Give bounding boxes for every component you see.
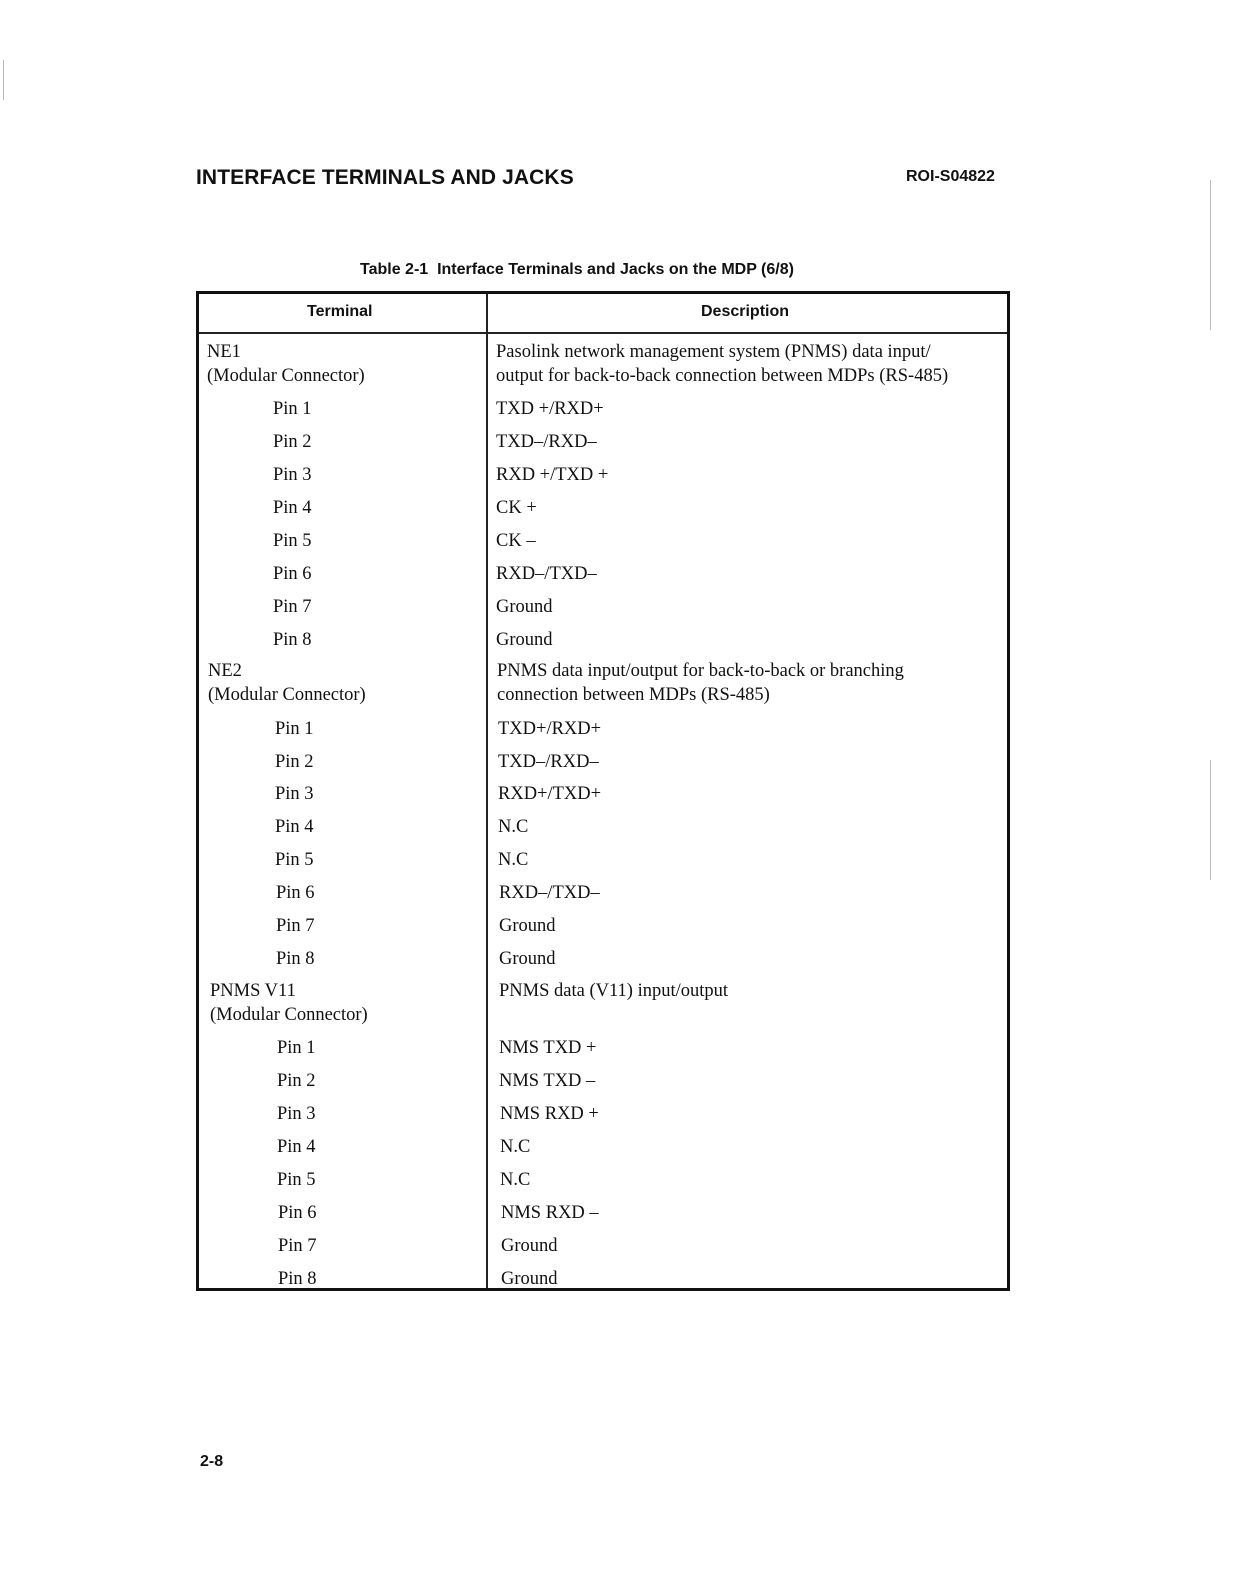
description-cell: Ground	[499, 949, 556, 969]
terminal-cell: Pin 8	[278, 1269, 317, 1289]
terminal-cell: Pin 1	[275, 719, 314, 739]
description-cell: RXD +/TXD +	[496, 465, 609, 485]
description-cell: TXD–/RXD–	[498, 752, 599, 772]
terminal-cell: Pin 2	[273, 432, 312, 452]
description-cell: NMS RXD +	[500, 1104, 599, 1124]
description-cell: N.C	[500, 1137, 531, 1157]
terminal-cell: Pin 6	[273, 564, 312, 584]
terminal-cell: Pin 4	[275, 817, 314, 837]
header-rule	[199, 332, 1007, 334]
terminal-cell: Pin 7	[273, 597, 312, 617]
terminal-cell: Pin 5	[273, 531, 312, 551]
terminal-cell: NE1	[207, 342, 241, 362]
description-cell: TXD+/RXD+	[498, 719, 602, 739]
terminal-cell: (Modular Connector)	[208, 685, 366, 705]
document-id: ROI-S04822	[906, 168, 995, 185]
description-cell: Ground	[501, 1236, 558, 1256]
page-number: 2-8	[200, 1453, 224, 1470]
terminal-cell: (Modular Connector)	[210, 1005, 368, 1025]
description-cell: NMS TXD –	[499, 1071, 596, 1091]
description-cell: Ground	[501, 1269, 558, 1289]
terminal-cell: Pin 5	[277, 1170, 316, 1190]
description-cell: RXD+/TXD+	[498, 784, 602, 804]
column-divider	[486, 294, 488, 1288]
terminal-cell: Pin 3	[275, 784, 314, 804]
description-cell: PNMS data input/output for back-to-back or branching	[497, 661, 904, 681]
description-cell: PNMS data (V11) input/output	[499, 981, 729, 1001]
column-header-terminal: Terminal	[307, 303, 373, 320]
scan-edge-mark	[1210, 760, 1211, 880]
description-cell: TXD–/RXD–	[496, 432, 597, 452]
terminal-cell: Pin 1	[277, 1038, 316, 1058]
description-cell: Ground	[496, 597, 553, 617]
description-cell: Ground	[496, 630, 553, 650]
description-cell: N.C	[498, 817, 529, 837]
terminal-cell: Pin 2	[275, 752, 314, 772]
terminal-cell: Pin 5	[275, 850, 314, 870]
terminal-cell: Pin 2	[277, 1071, 316, 1091]
description-cell: Pasolink network management system (PNMS) data input/	[496, 342, 931, 362]
interface-terminals-table	[196, 291, 1010, 1291]
scan-edge-mark	[1210, 180, 1211, 330]
description-cell: Ground	[499, 916, 556, 936]
terminal-cell: Pin 6	[278, 1203, 317, 1223]
terminal-cell: Pin 1	[273, 399, 312, 419]
description-cell: N.C	[498, 850, 529, 870]
description-cell: NMS RXD –	[501, 1203, 599, 1223]
terminal-cell: Pin 4	[273, 498, 312, 518]
terminal-cell: Pin 7	[278, 1236, 317, 1256]
description-cell: TXD +/RXD+	[496, 399, 604, 419]
terminal-cell: Pin 3	[277, 1104, 316, 1124]
terminal-cell: Pin 7	[276, 916, 315, 936]
terminal-cell: Pin 8	[273, 630, 312, 650]
description-cell: CK +	[496, 498, 537, 518]
description-cell: output for back-to-back connection between MDPs (RS-485)	[496, 366, 949, 386]
column-header-description: Description	[701, 303, 790, 320]
description-cell: RXD–/TXD–	[499, 883, 600, 903]
table-caption: Table 2-1 Interface Terminals and Jacks on the MDP (6/8)	[360, 261, 794, 278]
terminal-cell: Pin 3	[273, 465, 312, 485]
scan-edge-mark	[3, 60, 4, 100]
terminal-cell: Pin 8	[276, 949, 315, 969]
description-cell: connection between MDPs (RS-485)	[497, 685, 770, 705]
terminal-cell: (Modular Connector)	[207, 366, 365, 386]
terminal-cell: PNMS V11	[210, 981, 296, 1001]
description-cell: CK –	[496, 531, 536, 551]
terminal-cell: Pin 6	[276, 883, 315, 903]
terminal-cell: Pin 4	[277, 1137, 316, 1157]
description-cell: NMS TXD +	[499, 1038, 597, 1058]
page-title: INTERFACE TERMINALS AND JACKS	[196, 166, 574, 189]
terminal-cell: NE2	[208, 661, 242, 681]
description-cell: RXD–/TXD–	[496, 564, 597, 584]
description-cell: N.C	[500, 1170, 531, 1190]
